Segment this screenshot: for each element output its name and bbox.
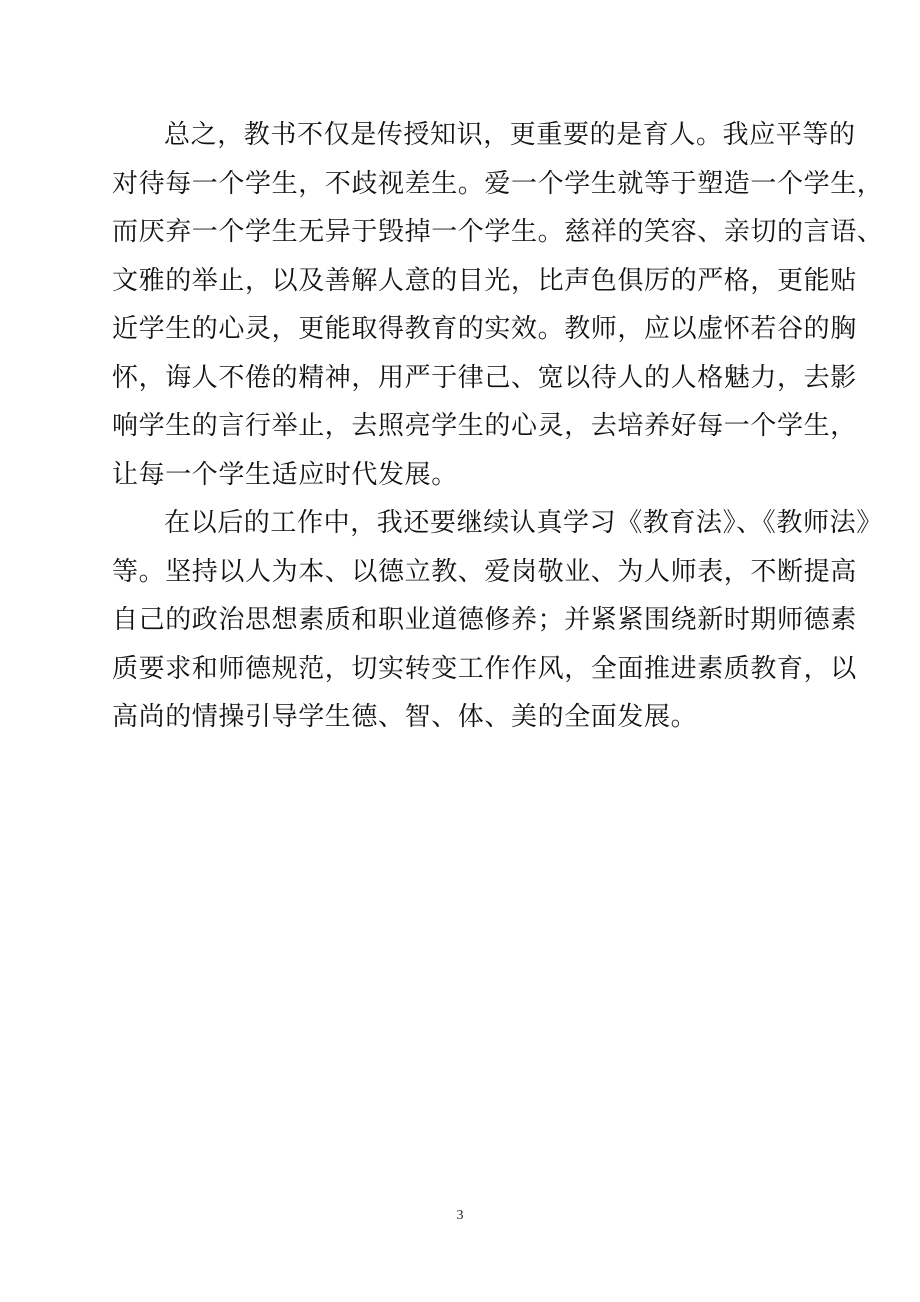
paragraph-line: 而厌弃一个学生无异于毁掉一个学生。慈祥的笑容、亲切的言语、: [112, 217, 884, 247]
paragraph-line: 总之，教书不仅是传授知识，更重要的是育人。我应平等的: [164, 120, 856, 150]
paragraph-line: 近学生的心灵，更能取得教育的实效。教师，应以虚怀若谷的胸: [112, 314, 857, 344]
paragraph-line: 高尚的情操引导学生德、智、体、美的全面发展。: [112, 702, 698, 732]
page-number: 3: [456, 1208, 464, 1223]
paragraph-line: 让每一个学生适应时代发展。: [112, 459, 458, 490]
paragraph-1: [112, 111, 884, 499]
paragraph-2: [112, 499, 883, 742]
paragraph-line: 在以后的工作中，我还要继续认真学习《教育法》、《教师法》: [164, 508, 883, 538]
body-text: [112, 111, 884, 742]
paragraph-line: 对待每一个学生，不歧视差生。爱一个学生就等于塑造一个学生，: [112, 168, 884, 199]
paragraph-line: 文雅的举止，以及善解人意的目光，比声色俱厉的严格，更能贴: [112, 265, 857, 296]
paragraph-line: 响学生的言行举止，去照亮学生的心灵，去培养好每一个学生，: [112, 411, 857, 441]
paragraph-line: 等。坚持以人为本、以德立教、爱岗敬业、为人师表，不断提高: [112, 556, 857, 587]
paragraph-line: 自己的政治思想素质和职业道德修养；并紧紧围绕新时期师德素: [112, 605, 857, 635]
paragraph-line: 怀，诲人不倦的精神，用严于律己、宽以待人的人格魅力，去影: [112, 362, 857, 393]
paragraph-line: 质要求和师德规范，切实转变工作作风，全面推进素质教育，以: [112, 653, 857, 684]
